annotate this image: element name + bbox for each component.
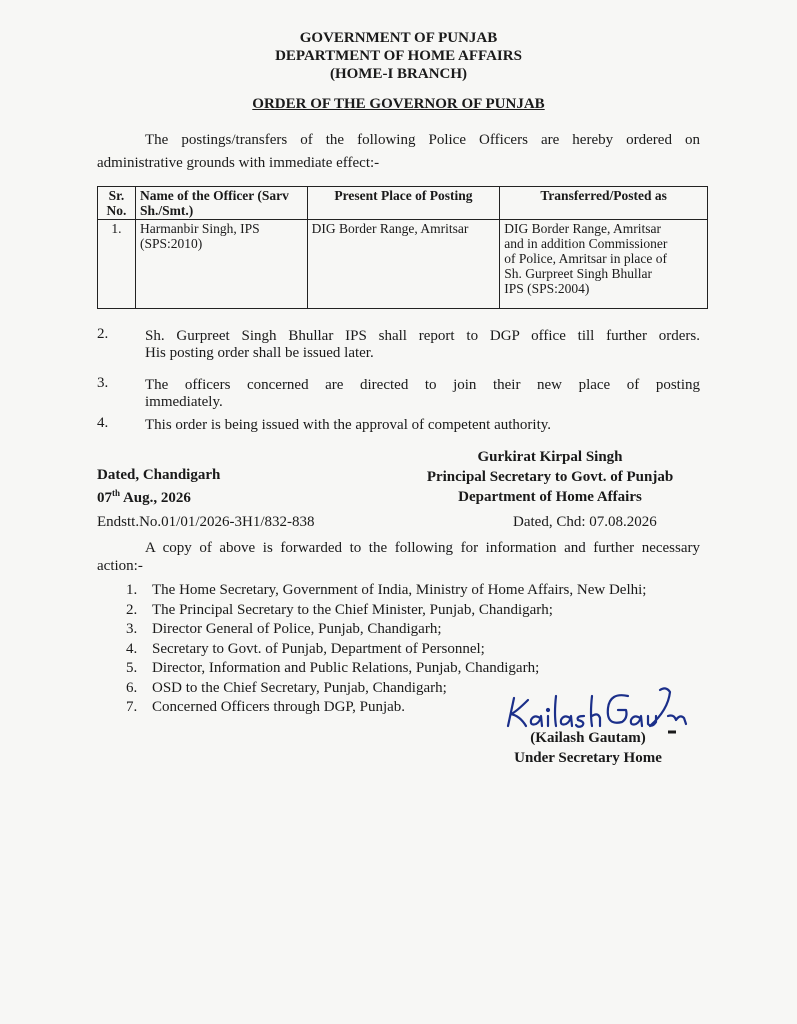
list-item-text: OSD to the Chief Secretary, Punjab, Chandigarh; [152,679,447,696]
postings-table [97,186,708,309]
header-line-government: GOVERNMENT OF PUNJAB [299,30,498,46]
list-item-number: 4. [126,640,138,657]
point-3-line-1: The officers concerned are directed to join their new place of posting [145,377,700,393]
officer-name: Harmanbir Singh, IPS [139,221,260,236]
dated-day-suffix: th [112,488,121,498]
list-item [126,640,646,660]
endorsement-number: Endstt.No.01/01/2026-3H1/832-838 [97,514,315,530]
cell-present-posting: DIG Border Range, Amritsar [307,220,500,309]
list-item-number: 5. [126,660,138,676]
col-header-sr-no: Sr. No. [98,187,136,220]
point-3-line-2: immediately. [145,394,223,410]
under-secretary-designation: Under Secretary Home [514,750,662,766]
list-item-text: Secretary to Govt. of Punjab, Department of Personnel; [152,640,485,657]
dated-place: Dated, Chandigarh [97,467,221,483]
list-item [126,601,646,621]
col-header-officer-name: Name of the Officer (Sarv Sh./Smt.) [135,187,307,220]
col-header-present-posting: Present Place of Posting [307,187,500,220]
intro-line-1: The postings/transfers of the following Police Officers are hereby ordered on [145,132,700,148]
under-secretary-block [503,728,673,768]
dated-date [97,483,191,508]
list-item-number: 2. [126,601,138,618]
list-item-text: Director General of Police, Punjab, Chandigarh; [152,621,442,637]
signatory-department: Department of Home Affairs [458,489,642,505]
cell-transferred-as [500,220,708,309]
list-item-number: 7. [126,699,138,715]
point-4-line-1: This order is being issued with the approval of competent authority. [145,417,552,433]
order-title: ORDER OF THE GOVERNOR OF PUNJAB [252,96,545,112]
point-number: 3. [97,375,109,391]
table-row [98,220,708,309]
copy-line-2: action:- [97,558,143,574]
transferred-line: DIG Border Range, Amritsar [504,221,661,236]
transferred-line: and in addition Commissioner [504,236,668,251]
point-number: 2. [97,326,109,342]
copy-line-1: A copy of above is forwarded to the following for information and further necessary [145,540,700,556]
list-item-number: 3. [126,621,138,637]
cell-sr-no: 1. [98,220,136,309]
officer-seniority: (SPS:2010) [139,236,203,251]
intro-line-2: administrative grounds with immediate effect:- [97,155,380,171]
list-item [126,659,646,679]
cell-officer-name [135,220,307,309]
header-line-department: DEPARTMENT OF HOME AFFAIRS [275,48,522,64]
dated-month-year: Aug., 2026 [120,490,191,506]
list-item [126,620,646,640]
list-item-text: Concerned Officers through DGP, Punjab. [152,699,406,715]
list-item-text: The Principal Secretary to the Chief Minister, Punjab, Chandigarh; [152,601,553,618]
list-item-text: Director, Information and Public Relations, Punjab, Chandigarh; [152,660,540,676]
list-item-text: The Home Secretary, Government of India, Ministry of Home Affairs, New Delhi; [152,582,647,598]
list-item-number: 6. [126,679,138,696]
transferred-line: Sh. Gurpreet Singh Bhullar [504,266,652,281]
dated-day: 07 [97,490,112,506]
transferred-line: of Police, Amritsar in place of [504,251,667,266]
list-item [126,581,646,601]
col-header-transferred-as: Transferred/Posted as [500,187,708,220]
signatory-block [400,447,700,507]
under-secretary-name: (Kailash Gautam) [530,730,646,746]
endorsement-date: Dated, Chd: 07.08.2026 [513,514,657,530]
point-2-line-2: His posting order shall be issued later. [145,345,374,361]
point-2-line-1: Sh. Gurpreet Singh Bhullar IPS shall report to DGP office till further orders. [145,328,700,344]
signatory-designation: Principal Secretary to Govt. of Punjab [426,469,674,485]
list-item-number: 1. [126,582,138,598]
transferred-line: IPS (SPS:2004) [504,281,590,296]
point-number: 4. [97,415,109,431]
signatory-name: Gurkirat Kirpal Singh [477,449,623,465]
header-line-branch: (HOME-I BRANCH) [329,66,468,82]
